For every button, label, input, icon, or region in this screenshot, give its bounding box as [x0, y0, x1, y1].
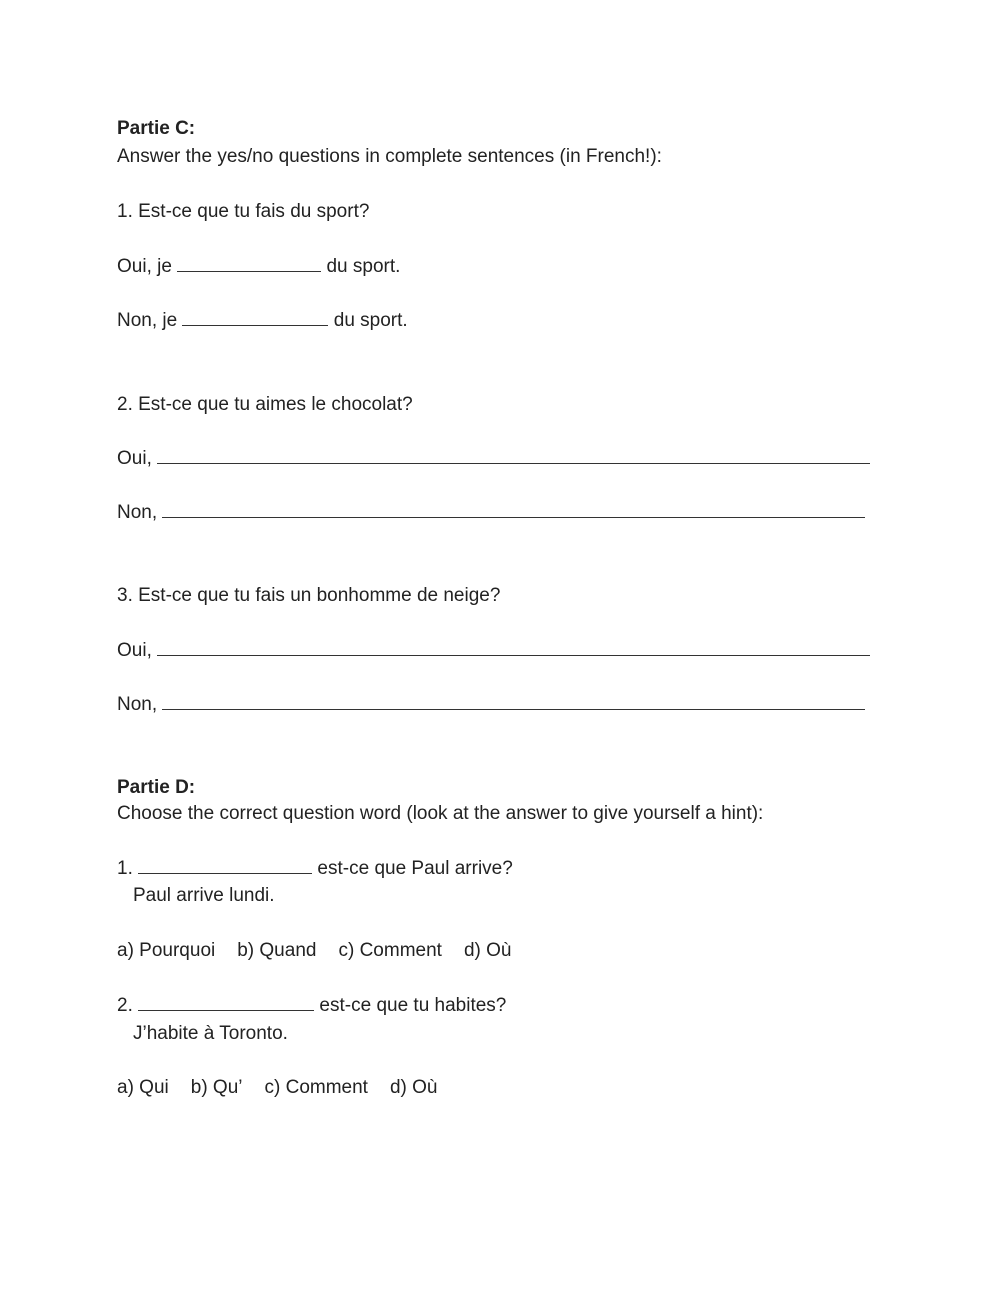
answer-c2-yes-blank[interactable]: [157, 445, 870, 464]
answer-c3-no-prefix: Non,: [117, 694, 158, 715]
options-d1: [117, 937, 511, 964]
answer-c1-no-suffix: du sport.: [333, 310, 408, 331]
answer-c1-yes-blank[interactable]: [177, 253, 321, 272]
answer-c2-yes-prefix: Oui,: [117, 448, 152, 469]
question-d1-blank[interactable]: [138, 855, 312, 874]
answer-c1-no-prefix: Non, je: [117, 310, 178, 331]
answer-c1-no-blank[interactable]: [182, 307, 328, 326]
answer-c1-yes-prefix: Oui, je: [117, 256, 172, 277]
option-d2-c[interactable]: c) Comment: [264, 1077, 368, 1098]
option-d2-d[interactable]: d) Où: [389, 1077, 438, 1098]
answer-c3-no: [117, 691, 865, 718]
question-d1: [117, 855, 513, 882]
question-d2-number: 2.: [117, 995, 133, 1016]
answer-c2-no-prefix: Non,: [117, 502, 158, 523]
option-d1-b[interactable]: b) Quand: [237, 940, 317, 961]
answer-c2-yes: [117, 445, 870, 472]
question-d1-text: est-ce que Paul arrive?: [317, 858, 513, 879]
question-d2-blank[interactable]: [138, 992, 314, 1011]
partie-c-title: Partie C:: [117, 118, 196, 139]
question-c1: 1. Est-ce que tu fais du sport?: [117, 201, 370, 222]
answer-c2-no-blank[interactable]: [162, 499, 865, 518]
answer-c3-no-blank[interactable]: [162, 691, 865, 710]
answer-c3-yes-prefix: Oui,: [117, 640, 152, 661]
partie-d-instruction: Choose the correct question word (look at the answer to give yourself a hint):: [117, 803, 764, 824]
question-d2: [117, 992, 506, 1019]
answer-d1: Paul arrive lundi.: [133, 885, 275, 906]
option-d2-b[interactable]: b) Qu’: [190, 1077, 243, 1098]
question-d1-number: 1.: [117, 858, 133, 879]
option-d1-a[interactable]: a) Pourquoi: [117, 940, 216, 961]
answer-c3-yes-blank[interactable]: [157, 637, 870, 656]
answer-c2-no: [117, 499, 865, 526]
partie-c-instruction: Answer the yes/no questions in complete sentences (in French!):: [117, 146, 662, 167]
question-c2: 2. Est-ce que tu aimes le chocolat?: [117, 394, 413, 415]
answer-d2: J’habite à Toronto.: [133, 1023, 288, 1044]
options-d2: [117, 1074, 438, 1101]
question-c3: 3. Est-ce que tu fais un bonhomme de neige?: [117, 585, 501, 606]
option-d2-a[interactable]: a) Qui: [117, 1077, 169, 1098]
answer-c3-yes: [117, 637, 870, 664]
answer-c1-no: [117, 307, 408, 334]
answer-c1-yes: [117, 253, 400, 280]
option-d1-d[interactable]: d) Où: [463, 940, 512, 961]
question-d2-text: est-ce que tu habites?: [319, 995, 507, 1016]
option-d1-c[interactable]: c) Comment: [338, 940, 442, 961]
answer-c1-yes-suffix: du sport.: [326, 256, 401, 277]
partie-d-title: Partie D:: [117, 777, 196, 798]
